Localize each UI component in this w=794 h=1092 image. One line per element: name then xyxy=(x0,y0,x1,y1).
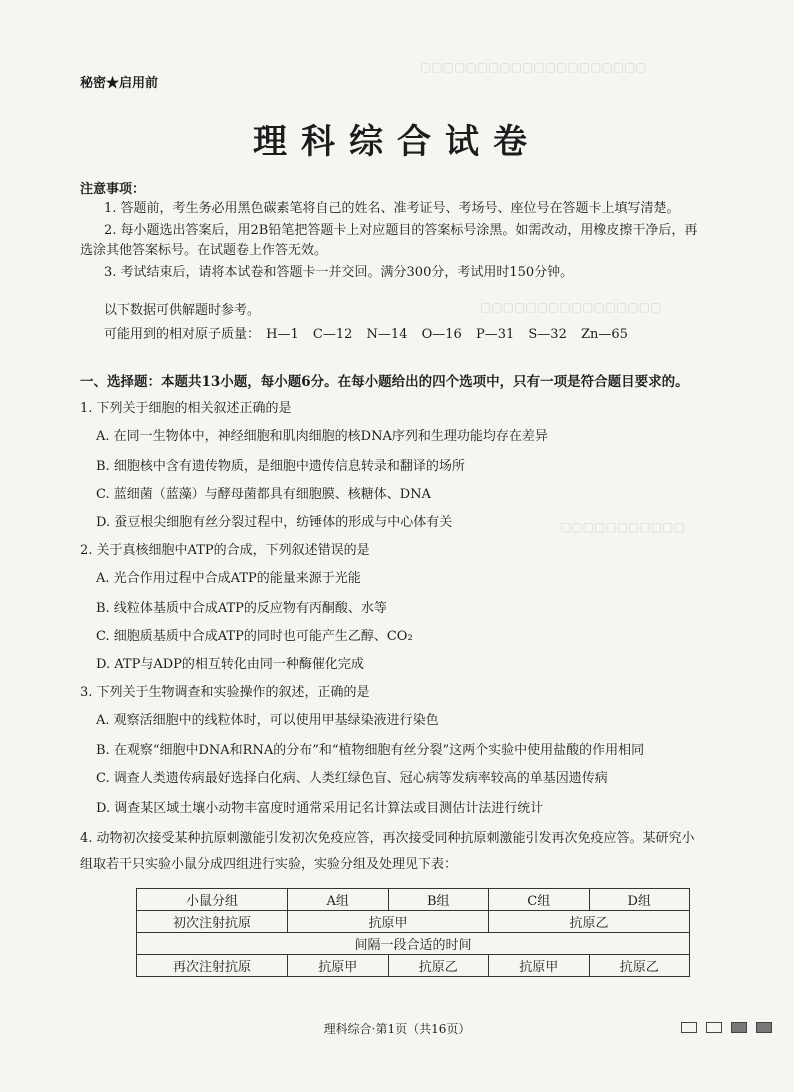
experiment-table xyxy=(136,888,690,977)
notice-item: 2. 每小题选出答案后，用2B铅笔把答题卡上对应题目的答案标号涂黑。如需改动，用橡皮擦干净后，再 xyxy=(104,223,698,238)
notice-item: 1. 答题前，考生务必用黑色碳素笔将自己的姓名、准考证号、考场号、座位号在答题卡上填写清楚。 xyxy=(104,201,680,216)
notice-heading: 注意事项： xyxy=(80,182,146,197)
question-1-stem: 1. 下列关于细胞的相关叙述正确的是 xyxy=(80,401,292,416)
atomic-mass: S—32 xyxy=(528,327,567,342)
question-3-option-d: D. 调查某区域土壤小动物丰富度时通常采用记名计算法或目测估计法进行统计 xyxy=(96,801,544,816)
atomic-mass: P—31 xyxy=(475,327,515,342)
page-title: 理科综合试卷 xyxy=(253,122,541,162)
question-2-option-b: B. 线粒体基质中合成ATP的反应物有丙酮酸、水等 xyxy=(96,601,387,616)
question-3-option-b: B. 在观察“细胞中DNA和RNA的分布”和“植物细胞有丝分裂”这两个实验中使用盐酸的作用相同 xyxy=(96,743,645,758)
table-cell: 抗原甲 xyxy=(288,911,489,933)
question-1-option-d: D. 蚕豆根尖细胞有丝分裂过程中，纺锤体的形成与中心体有关 xyxy=(96,515,453,530)
question-2-option-c: C. 细胞质基质中合成ATP的同时也可能产生乙醇、CO₂ xyxy=(96,629,413,644)
question-4-stem: 4. 动物初次接受某种抗原刺激能引发初次免疫应答，再次接受同种抗原刺激能引发再次免疫应答。某研究小 xyxy=(80,831,695,846)
table-row xyxy=(137,933,690,955)
question-2-option-a: A. 光合作用过程中合成ATP的能量来源于光能 xyxy=(96,571,361,586)
notice-item: 3. 考试结束后，请将本试卷和答题卡一并交回。满分300分，考试用时150分钟。 xyxy=(104,265,574,280)
table-cell: 再次注射抗原 xyxy=(137,955,288,977)
question-4-stem: 组取若干只实验小鼠分成四组进行实验，实验分组及处理见下表： xyxy=(80,857,458,872)
atomic-mass: Zn—65 xyxy=(580,327,628,342)
scan-mark-icon xyxy=(706,1022,722,1033)
table-cell: 抗原乙 xyxy=(489,911,690,933)
question-3-option-c: C. 调查人类遗传病最好选择白化病、人类红绿色盲、冠心病等发病率较高的单基因遗传病 xyxy=(96,771,608,786)
scan-mark-icon xyxy=(681,1022,697,1033)
section-title: 一、选择题：本题共13小题，每小题6分。在每小题给出的四个选项中，只有一项是符合题目要求的。 xyxy=(80,374,689,390)
atomic-masses xyxy=(80,326,744,344)
table-header: C组 xyxy=(489,889,590,911)
table-cell: 间隔一段合适的时间 xyxy=(137,933,690,955)
table-cell: 初次注射抗原 xyxy=(137,911,288,933)
atomic-mass: O—16 xyxy=(421,327,462,342)
page-footer: 理科综合·第1页（共16页） xyxy=(323,1022,471,1036)
secret-label: 秘密★启用前 xyxy=(80,76,159,91)
question-3-stem: 3. 下列关于生物调查和实验操作的叙述，正确的是 xyxy=(80,685,370,700)
atomic-mass: H—1 xyxy=(266,327,299,342)
notice-item: 选涂其他答案标号。在试题卷上作答无效。 xyxy=(80,243,328,258)
atomic-mass: C—12 xyxy=(312,327,353,342)
table-header: D组 xyxy=(589,889,690,911)
table-header: B组 xyxy=(388,889,489,911)
table-cell: 抗原乙 xyxy=(589,955,690,977)
table-cell: 抗原甲 xyxy=(288,955,389,977)
question-2-stem: 2. 关于真核细胞中ATP的合成，下列叙述错误的是 xyxy=(80,543,370,558)
question-2-option-d: D. ATP与ADP的相互转化由同一种酶催化完成 xyxy=(96,657,364,672)
table-cell: 抗原乙 xyxy=(388,955,489,977)
reference-note: 以下数据可供解题时参考。 xyxy=(104,303,261,318)
atomic-mass: N—14 xyxy=(366,327,408,342)
question-3-option-a: A. 观察活细胞中的线粒体时，可以使用甲基绿染液进行染色 xyxy=(96,713,439,728)
question-1-option-b: B. 细胞核中含有遗传物质，是细胞中遗传信息转录和翻译的场所 xyxy=(96,459,465,474)
table-row xyxy=(137,955,690,977)
scan-mark-icon xyxy=(731,1022,747,1033)
question-1-option-c: C. 蓝细菌（蓝藻）与酵母菌都具有细胞膜、核糖体、DNA xyxy=(96,487,431,502)
table-cell: 抗原甲 xyxy=(489,955,590,977)
table-row xyxy=(137,911,690,933)
scan-mark-icon xyxy=(756,1022,772,1033)
bleed-through-texture: ▢▢▢▢▢▢▢▢▢▢▢▢▢▢▢▢▢▢▢▢ xyxy=(420,60,647,74)
atomic-masses-label: 可能用到的相对原子质量： xyxy=(104,327,261,342)
question-1-option-a: A. 在同一生物体中，神经细胞和肌肉细胞的核DNA序列和生理功能均存在差异 xyxy=(96,429,548,444)
bleed-through-texture: ▢▢▢▢▢▢▢▢▢▢▢▢▢▢▢▢ xyxy=(480,300,662,314)
table-row xyxy=(137,889,690,911)
table-header: 小鼠分组 xyxy=(137,889,288,911)
scan-marks xyxy=(681,1022,772,1033)
table-header: A组 xyxy=(288,889,389,911)
bleed-through-texture: ▢▢▢▢▢▢▢▢▢▢▢ xyxy=(560,520,685,534)
